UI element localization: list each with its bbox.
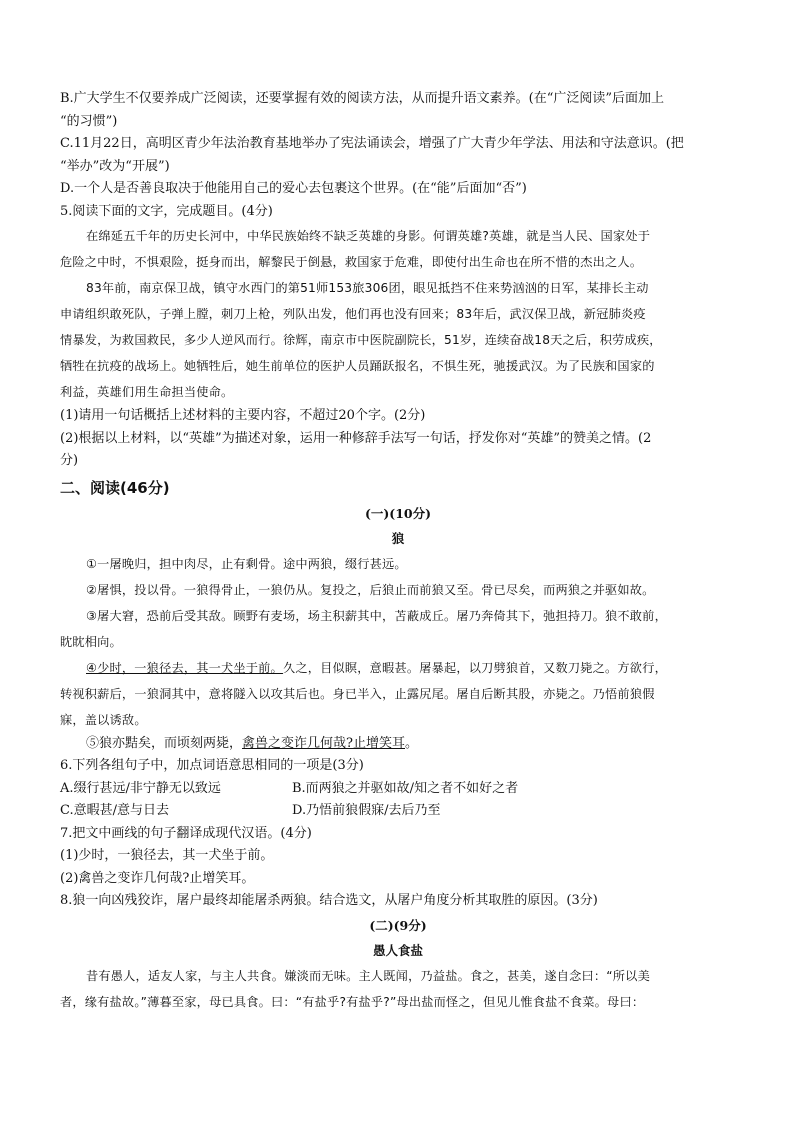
option-b-line2: “的习惯”) <box>60 113 118 129</box>
q6-option-c: C.意暇甚/意与日去 <box>60 803 169 818</box>
option-c-line2: “举办”改为“开展”) <box>60 158 170 174</box>
part-2-heading: (二)(9分) <box>369 917 427 933</box>
option-c-line1: C.11月22日，高明区青少年法治教育基地举办了宪法诵读会，增强了广大青少年学法、用法和守法意识。(把 <box>60 136 684 151</box>
wolf-paragraph-5 <box>60 733 736 756</box>
wolf-paragraph-2: ②屠惧，投以骨。一狼得骨止，一狼仍从。复投之，后狼止而前狼又至。骨已尽矣，而两狼之并驱如故。 <box>86 582 655 597</box>
q5-passage-p2-l3: 情暴发，为救国救民，多少人逆风而行。徐辉，南京市中医院副院长，51岁，连续奋战18天之后，积劳成疾， <box>60 333 662 347</box>
q5-passage-p1-l1: 在绵延五千年的历史长河中，中华民族始终不缺乏英雄的身影。何谓英雄?英雄，就是当人民、国家处于 <box>86 229 651 243</box>
question-5-title: 5.阅读下面的文字，完成题目。(4分) <box>60 203 273 219</box>
wolf-paragraph-3-l2: 眈眈相向。 <box>60 634 122 649</box>
wolf-paragraph-4-l3: 寐，盖以诱敌。 <box>60 712 147 727</box>
wolf-paragraph-4-rest: 久之，目似瞑，意暇甚。屠暴起，以刀劈狼首，又数刀毙之。方欲行， <box>282 660 667 675</box>
question-6-options-row-2 <box>60 800 736 823</box>
q7-subquestion-1: (1)少时，一狼径去，其一犬坐于前。 <box>60 848 274 863</box>
wolf-paragraph-5-plain: ⑤狼亦黠矣，而顷刻两毙， <box>86 735 243 751</box>
option-b-line1: B.广大学生不仅要养成广泛阅读，还要掌握有效的阅读方法，从而提升语文素养。(在“广泛阅读”后面加上 <box>60 91 665 106</box>
question-6-options-row-1 <box>60 778 736 801</box>
q6-option-d: D.乃悟前狼假寐/去后乃至 <box>292 803 441 818</box>
wolf-paragraph-1: ①一屠晚归，担中肉尽，止有剩骨。途中两狼，缀行甚远。 <box>86 556 407 571</box>
salt-passage-l2: 者，缘有盐故。”薄暮至家，母已具食。曰：“有盐乎?有盐乎?”母出盐而怪之，但见儿惟食盐不食菜。母曰： <box>60 994 645 1009</box>
underlined-sentence-1: ④少时，一狼径去，其一犬坐于前。 <box>86 660 283 675</box>
q5-subquestion-1: (1)请用一句话概括上述材料的主要内容，不超过20个字。(2分) <box>60 408 426 423</box>
wolf-paragraph-3-l1: ③屠大窘，恐前后受其敌。顾野有麦场，场主积薪其中，苫蔽成丘。屠乃奔倚其下，弛担持刀。狼不敢前， <box>86 608 667 623</box>
question-7-title: 7.把文中画线的句子翻译成现代汉语。(4分) <box>60 825 312 841</box>
wolf-paragraph-5-end: 。 <box>405 735 419 751</box>
part-1-heading: (一)(10分) <box>364 505 432 521</box>
q6-option-b: B.而两狼之并驱如故/知之者不如好之者 <box>292 780 519 796</box>
q5-passage-p2-l5: 利益，英雄们用生命担当使命。 <box>60 385 234 399</box>
question-6-title: 6.下列各组句子中，加点词语意思相同的一项是(3分) <box>60 758 364 773</box>
section-2-heading: 二、阅读(46分) <box>60 478 170 497</box>
q5-passage-p2-l1: 83年前，南京保卫战，镇守水西门的第51师153旅306团，眼见抵挡不住来势汹汹的日军，某排长主动 <box>86 281 649 295</box>
q5-passage-p2-l2: 申请组织敢死队，子弹上膛，刺刀上枪，列队出发，他们再也没有回来；83年后，武汉保卫战，新冠肺炎疫 <box>60 307 646 321</box>
part-1-title: 狼 <box>391 530 405 546</box>
q5-subquestion-2-l2: 分) <box>60 453 79 468</box>
salt-passage-l1: 昔有愚人，适友人家，与主人共食。嫌淡而无味。主人既闻，乃益盐。食之，甚美，遂自念曰：“所以美 <box>86 968 650 983</box>
q7-subquestion-2: (2)禽兽之变诈几何哉?止增笑耳。 <box>60 870 255 886</box>
part-2-title: 愚人食盐 <box>372 942 423 958</box>
q5-passage-p2-l4: 牺牲在抗疫的战场上。她牺牲后，她生前单位的医护人员踊跃报名，不惧生死，驰援武汉。为了民族和国家的 <box>60 359 655 373</box>
q6-option-a: A.缀行甚远/非宁静无以致远 <box>60 780 221 796</box>
q5-passage-p1-l2: 危险之中时，不惧艰险，挺身而出，解黎民于倒悬，救国家于危难，即使付出生命也在所不惜的杰出之人。 <box>60 255 643 269</box>
question-8: 8.狼一向凶残狡诈，屠户最终却能屠杀两狼。结合选文，从屠户角度分析其取胜的原因。(3分) <box>60 893 598 908</box>
wolf-paragraph-4-l2: 转视积薪后，一狼洞其中，意将隧入以攻其后也。身已半入，止露尻尾。屠自后断其股，亦毙之。乃悟前狼假 <box>60 686 655 701</box>
wolf-paragraph-4-l1 <box>60 655 736 681</box>
option-d: D.一个人是否善良取决于他能用自己的爱心去包裹这个世界。(在“能”后面加“否”) <box>60 181 527 196</box>
q5-subquestion-2-l1: (2)根据以上材料，以“英雄”为描述对象，运用一种修辞手法写一句话，抒发你对“英雄”的赞美之情。(2 <box>60 430 652 446</box>
exam-page <box>60 88 736 1015</box>
underlined-sentence-2: 禽兽之变诈几何哉?止增笑耳 <box>242 735 405 751</box>
